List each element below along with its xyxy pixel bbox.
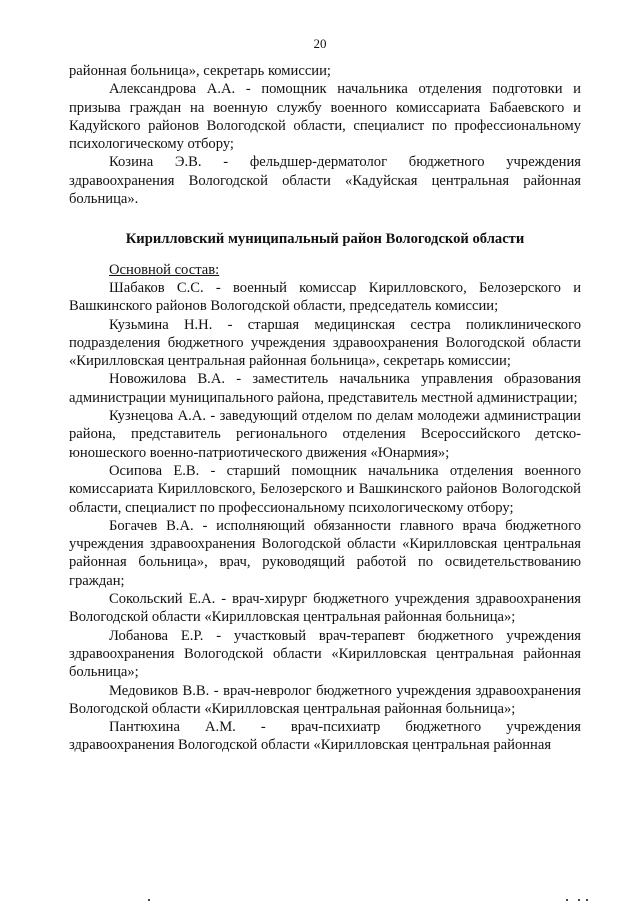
paragraph-member-shabakov: Шабаков С.С. - военный комиссар Кирилловского, Белозерского и Вашкинского районов Вологодской области, председатель комиссии; bbox=[69, 279, 581, 315]
section-subheading: Основной состав: bbox=[109, 261, 220, 278]
paragraph-member-aleksandrova: Александрова А.А. - помощник начальника отделения подготовки и призыва граждан на военную службу военного комиссариата Бабаевского и Кадуйского районов Вологодской области, специалист по профессиональному психологическому отбору; bbox=[69, 81, 581, 153]
paragraph-member-bogachev: Богачев В.А. - исполняющий обязанности главного врача бюджетного учреждения здравоохранения Вологодской области «Кирилловская центральная районная больница», врач, руководящий работой по освидетельствованию граждан; bbox=[69, 517, 581, 589]
section-heading: Кирилловский муниципальный район Вологодской области bbox=[125, 231, 525, 248]
paragraph-member-sokolsky: Сокольский Е.А. - врач-хирург бюджетного учреждения здравоохранения Вологодской области «Кирилловская центральная районная больница»; bbox=[69, 591, 581, 626]
paragraph-member-lobanova: Лобанова Е.Р. - участковый врач-терапевт бюджетного учреждения здравоохранения Вологодской области «Кирилловская центральная районная больница»; bbox=[69, 627, 581, 681]
paragraph-member-kuzmina: Кузьмина Н.Н. - старшая медицинская сестра поликлинического подразделения бюджетного учреждения здравоохранения Вологодской области «Кирилловская центральная районная больница», секретарь комиссии; bbox=[69, 316, 581, 370]
paragraph-member-osipova: Осипова Е.В. - старший помощник начальника отделения военного комиссариата Кирилловского, Белозерского и Вашкинского районов Вологодской области, специалист по профессиональному психологическому отбору; bbox=[69, 462, 581, 516]
paragraph-continuation: районная больница», секретарь комиссии; bbox=[69, 63, 331, 79]
paragraph-member-kuznetsova: Кузнецова А.А. - заведующий отделом по делам молодежи администрации района, представитель регионального отделения Всероссийского детско-юношеского военно-патриотического движения «Юнармия»; bbox=[69, 408, 581, 461]
scan-dot bbox=[566, 899, 568, 901]
scan-artifacts bbox=[0, 895, 640, 903]
paragraph-member-medovikov: Медовиков В.В. - врач-невролог бюджетного учреждения здравоохранения Вологодской области «Кирилловская центральная районная больница»; bbox=[69, 682, 581, 717]
document-body bbox=[69, 62, 581, 755]
paragraph-member-novozhilova: Новожилова В.А. - заместитель начальника управления образования администрации муниципального района, представитель местной администрации; bbox=[69, 371, 581, 406]
scan-dot bbox=[586, 899, 588, 901]
page-number: 20 bbox=[313, 36, 327, 51]
scan-dot bbox=[148, 899, 150, 901]
paragraph-member-pantyukhina: Пантюхина А.М. - врач-психиатр бюджетного учреждения здравоохранения Вологодской области «Кирилловская центральная районная bbox=[69, 719, 581, 754]
scan-dot bbox=[578, 899, 580, 901]
paragraph-member-kozina: Козина Э.В. - фельдшер-дерматолог бюджетного учреждения здравоохранения Вологодской области «Кадуйская центральная районная больница». bbox=[69, 154, 581, 208]
